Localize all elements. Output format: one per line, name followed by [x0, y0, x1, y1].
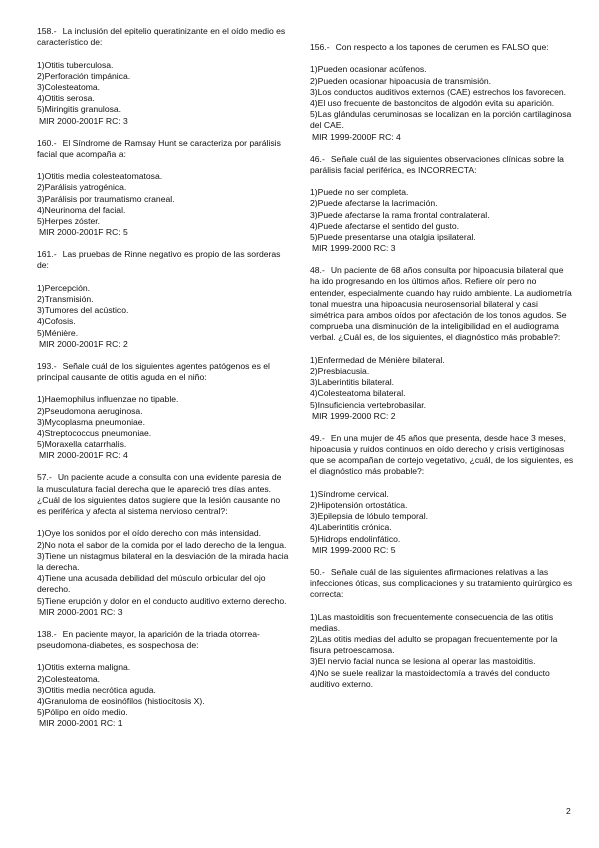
question-stem — [310, 154, 574, 176]
question-number: 46.- — [310, 153, 325, 164]
answer-option: 4)Cofosis. — [37, 316, 76, 327]
answer-option: 2)Presbiacusia. — [310, 366, 370, 377]
page-number: 2 — [566, 806, 571, 816]
answer-option: 3)Laberintitis bilateral. — [310, 377, 395, 388]
answer-option: 5)Hidrops endolinfático. — [310, 533, 401, 544]
answer-option: 1)Otitis media colesteatomatosa. — [37, 171, 163, 182]
answer-option: 3)Tiene un nistagmus bilateral en la desviación de la mirada hacia la derecha. — [37, 550, 289, 573]
answer-option: 3)El nervio facial nunca se lesiona al operar las mastoiditis. — [310, 656, 536, 667]
question-text: Con respecto a los tapones de cerumen es FALSO que: — [335, 42, 549, 52]
question-text: Las pruebas de Rinne negativo es propio de las sorderas de: — [37, 249, 281, 271]
question-stem — [37, 249, 290, 271]
answer-option: 1)Las mastoiditis son frecuentemente consecuencia de las otitis medias. — [310, 611, 554, 633]
question-stem — [310, 567, 574, 601]
question-number: 161.- — [37, 249, 57, 260]
answer-option: 3)Los conductos auditivos externos (CAE) estrechos los favorecen. — [310, 86, 567, 97]
question-block — [37, 361, 290, 462]
answer-option: 5)Ménière. — [37, 327, 79, 338]
question-number: 160.- — [37, 137, 57, 148]
answer-option: 4)El uso frecuente de bastoncitos de algodón evita su aparición. — [310, 98, 555, 108]
answer-option: 1)Pueden ocasionar acúfenos. — [310, 64, 427, 75]
answer-option: 2)No nota el sabor de la comida por el lado derecho de la lengua. — [37, 539, 287, 550]
question-number: 49.- — [310, 432, 325, 443]
answer-option: 3)Puede afectarse la rama frontal contralateral. — [310, 209, 490, 220]
question-stem — [37, 361, 290, 383]
question-block — [37, 249, 290, 350]
answer-option: 1)Enfermedad de Ménière bilateral. — [310, 354, 445, 365]
answer-option: 5)Miringitis granulosa. — [37, 104, 122, 115]
question-number: 48.- — [310, 265, 325, 276]
answer-option: 2)Hipotensión ortostática. — [310, 500, 408, 511]
answer-option: 2)Perforación timpánica. — [37, 70, 131, 81]
question-stem — [310, 433, 574, 478]
answer-option: 2)Pseudomona aeruginosa. — [37, 405, 143, 416]
answer-option: 4)No se suele realizar la mastoidectomía a través del conducto auditivo externo. — [310, 667, 550, 689]
answer-option: 3)Colesteatoma. — [37, 82, 101, 92]
answer-option: 2)Parálisis yatrogénica. — [37, 182, 127, 193]
question-text: El Síndrome de Ramsay Hunt se caracteriza por parálisis facial que acompaña a: — [37, 137, 281, 159]
question-stem — [37, 138, 290, 160]
answer-option: 4)Colesteatoma bilateral. — [310, 388, 406, 399]
answer-option: 1)Haemophilus influenzae no tipable. — [37, 394, 179, 405]
question-text: Señale cuál de las siguientes observaciones clínicas sobre la parálisis facial periférica, es INCORRECTA: — [310, 153, 564, 175]
question-text: Un paciente de 68 años consulta por hipoacusia bilateral que ha ido progresando en los últimos años. Refiere oír pero no entender, especialmente cuando hay ruido ambiente. La audiometría tonal muestra una hipoacusia neurosensorial bilateral y casi simétrica para ambos oídos por afectación de los tonos agudos. Se comprueba una disminución de la inteligibilidad en el audiograma verbal. ¿Cuál es, de los siguientes, el diagnóstico más probable?: — [310, 265, 572, 343]
answer-option: 4)Puede afectarse el sentido del gusto. — [310, 220, 460, 231]
answer-option: 5)Tiene erupción y dolor en el conducto auditivo externo derecho. — [37, 595, 287, 606]
question-number: 138.- — [37, 628, 57, 639]
question-text: En una mujer de 45 años que presenta, desde hace 3 meses, hipoacusia y ruidos continuos en oído derecho y crisis vertiginosas que se acompañan de cortejo vegetativo, ¿cuál, de los siguientes, es el diagnóstico más probable?: — [310, 432, 574, 477]
question-block — [310, 42, 574, 143]
question-block — [310, 567, 574, 690]
question-text: Un paciente acude a consulta con una evidente paresia de la musculatura facial derecha que le apareció tres días antes. ¿Cuál de los siguientes datos sugiere que la lesión causante no es periférica y afecta al sistema nervioso central?: — [37, 472, 282, 517]
question-block — [310, 154, 574, 255]
answer-option: 1)Otitis externa maligna. — [37, 662, 131, 673]
answer-option: 1)Síndrome cervical. — [310, 488, 389, 499]
question-stem — [37, 26, 290, 48]
answer-option: 3)Otitis media necrótica aguda. — [37, 684, 156, 695]
question-number: 158.- — [37, 26, 57, 36]
question-block — [37, 472, 290, 618]
answer-option: 3)Tumores del acústico. — [37, 305, 129, 316]
answer-option: 3)Epilepsia de lóbulo temporal. — [310, 511, 428, 522]
question-block — [37, 138, 290, 239]
answer-option: 5)Insuficiencia vertebrobasilar. — [310, 399, 427, 410]
right-column — [310, 42, 574, 701]
question-block — [37, 629, 290, 730]
answer-reference: MIR 2000-2001 RC: 1 — [39, 718, 123, 729]
answer-reference: MIR 2000-2001 RC: 3 — [39, 606, 123, 617]
question-number: 156.- — [310, 42, 330, 52]
answer-option: 2)Colesteatoma. — [37, 673, 101, 684]
answer-option: 1)Puede no ser completa. — [310, 187, 409, 198]
answer-option: 1)Oye los sonidos por el oído derecho con más intensidad. — [37, 528, 262, 539]
answer-reference: MIR 1999-2000 RC: 2 — [312, 410, 396, 421]
answer-reference: MIR 2000-2001F RC: 2 — [39, 338, 128, 349]
question-stem — [37, 629, 290, 651]
answer-option: 2)Puede afectarse la lacrimación. — [310, 198, 438, 209]
answer-option: 4)Otitis serosa. — [37, 93, 95, 104]
answer-reference: MIR 1999-2000 RC: 5 — [312, 544, 396, 555]
question-number: 57.- — [37, 472, 52, 483]
answer-option: 1)Percepción. — [37, 282, 91, 293]
left-column — [37, 26, 290, 740]
question-block — [37, 26, 290, 127]
question-text: La inclusión del epitelio queratinizante en el oído medio es característico de: — [37, 26, 286, 48]
answer-reference: MIR 1999-2000F RC: 4 — [312, 131, 401, 142]
question-number: 193.- — [37, 360, 57, 371]
answer-reference: MIR 1999-2000 RC: 3 — [312, 243, 396, 254]
question-number: 50.- — [310, 566, 325, 577]
question-text: Señale cuál de las siguientes afirmaciones relativas a las infecciones óticas, sus complicaciones y su tratamiento quirúrgico es correcta: — [310, 566, 573, 600]
answer-option: 4)Granuloma de eosinófilos (histiocitosis X). — [37, 696, 205, 707]
answer-option: 4)Tiene una acusada debilidad del músculo orbicular del ojo derecho. — [37, 573, 266, 595]
answer-option: 3)Mycoplasma pneumoniae. — [37, 416, 145, 427]
question-stem — [37, 472, 290, 517]
answer-option: 1)Otitis tuberculosa. — [37, 59, 114, 70]
answer-reference: MIR 2000-2001F RC: 4 — [39, 450, 128, 461]
question-block — [310, 433, 574, 556]
answer-option: 5)Pólipo en oído medio. — [37, 707, 128, 718]
answer-option: 2)Pueden ocasionar hipoacusia de transmisión. — [310, 75, 492, 86]
answer-option: 4)Neurinoma del facial. — [37, 204, 126, 215]
answer-option: 4)Laberintitis crónica. — [310, 522, 392, 533]
question-stem — [310, 265, 574, 343]
answer-reference: MIR 2000-2001F RC: 3 — [39, 115, 128, 126]
answer-reference: MIR 2000-2001F RC: 5 — [39, 227, 128, 238]
question-stem — [310, 42, 574, 53]
answer-option: 3)Parálisis por traumatismo craneal. — [37, 193, 175, 204]
question-text: Señale cuál de los siguientes agentes patógenos es el principal causante de otitis aguda en el niño: — [37, 360, 270, 383]
answer-option: 5)Moraxella catarrhalis. — [37, 439, 127, 450]
answer-option: 5)Las glándulas ceruminosas se localizan en la porción cartilaginosa del CAE. — [310, 109, 572, 131]
answer-option: 5)Puede presentarse una otalgia ipsilateral. — [310, 232, 476, 243]
answer-option: 5)Herpes zóster. — [37, 216, 101, 227]
answer-option: 4)Streptococcus pneumoniae. — [37, 428, 152, 439]
answer-option: 2)Transmisión. — [37, 294, 94, 305]
question-block — [310, 265, 574, 422]
answer-option: 2)Las otitis medias del adulto se propagan frecuentemente por la fisura petroescamosa. — [310, 634, 558, 656]
question-text: En paciente mayor, la aparición de la triada otorrea-pseudomona-diabetes, es sospechosa de: — [37, 628, 260, 651]
